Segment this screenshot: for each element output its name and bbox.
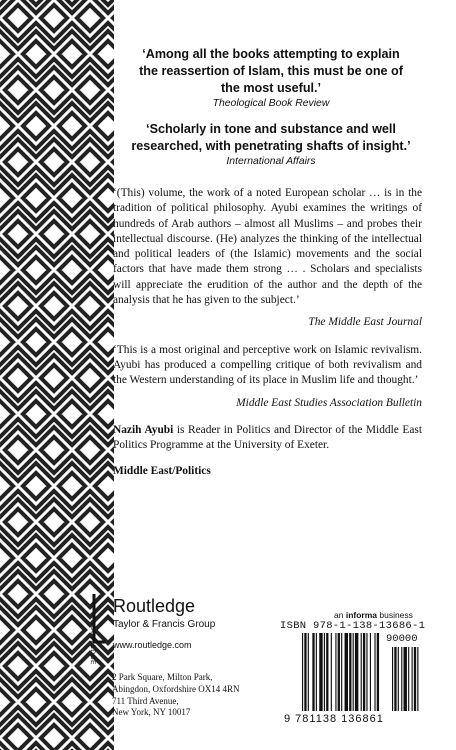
publisher-name: Routledge [113,596,196,616]
praise-quote [106,121,436,169]
quote-text [106,121,436,155]
quote-source: Theological Book Review [212,98,330,109]
address-line: Abingdon, Oxfordshire OX14 4RN [112,683,240,694]
barcode-digits: 9 781138 136861 [284,713,384,725]
isbn-text: ISBN 978-1-138-13686-1 [280,620,426,632]
review-paragraph: ‘(This) volume, the work of a noted European scholar … is in the tradition of political philosophy. Ayubi examines the writings of hundreds of Arab authors – almost all Muslims – and probes their intellectual discourse. (He) analyzes the thinking of the intellectual and political leaders of (the Islamic) movements and the social factors that have made them strong … . Scholars and specialists will appreciate the erudition of the author and the depth of the analysis that he has given to the subject.’ [113,187,422,307]
quote-line: ‘Among all the books attempting to explain [142,47,400,61]
informa-imprint [334,610,413,620]
address-line: 2 Park Square, Milton Park, [112,672,213,682]
review-paragraph: ‘This is a most original and perceptive work on Islamic revivalism. Ayubi has produced a compelling critique of both revivalism and the Western understanding of its place in Muslim life and thought.’ [113,343,422,387]
publisher-url: www.routledge.com [113,640,192,650]
review-attribution: Middle East Studies Association Bulletin [236,396,422,409]
publisher-address [112,672,240,719]
praise-quotes [106,46,436,179]
publisher-vertical-text: ROUTLEDGE [89,620,96,665]
quote-line: the most useful.’ [220,81,322,95]
address-line: 711 Third Avenue, [112,695,179,706]
back-cover-body [113,186,422,480]
subject-category: Middle East/Politics [113,465,211,478]
imprint-brand: informa [345,610,377,620]
publisher-group: Taylor & Francis Group [113,619,216,630]
review-attribution: The Middle East Journal [308,316,422,329]
quote-line: the reassertion of Islam, this must be one of [139,64,403,78]
quote-line: researched, with penetrating shafts of insight.’ [131,139,411,153]
address-line: New York, NY 10017 [112,707,191,718]
author-bio [113,423,422,454]
quote-text [106,46,436,97]
price-code: 90000 [386,633,418,645]
quote-source: International Affairs [226,156,316,167]
author-bio-text: is Reader in Politics and Director of the Middle East Politics Programme at the University of Exeter. [113,423,422,452]
isbn-barcode [300,633,422,713]
imprint-prefix: an [334,610,346,620]
praise-quote [106,46,436,111]
author-name: Nazih Ayubi [113,423,174,436]
imprint-suffix: business [377,610,413,620]
quote-line: ‘Scholarly in tone and substance and well [146,122,396,136]
